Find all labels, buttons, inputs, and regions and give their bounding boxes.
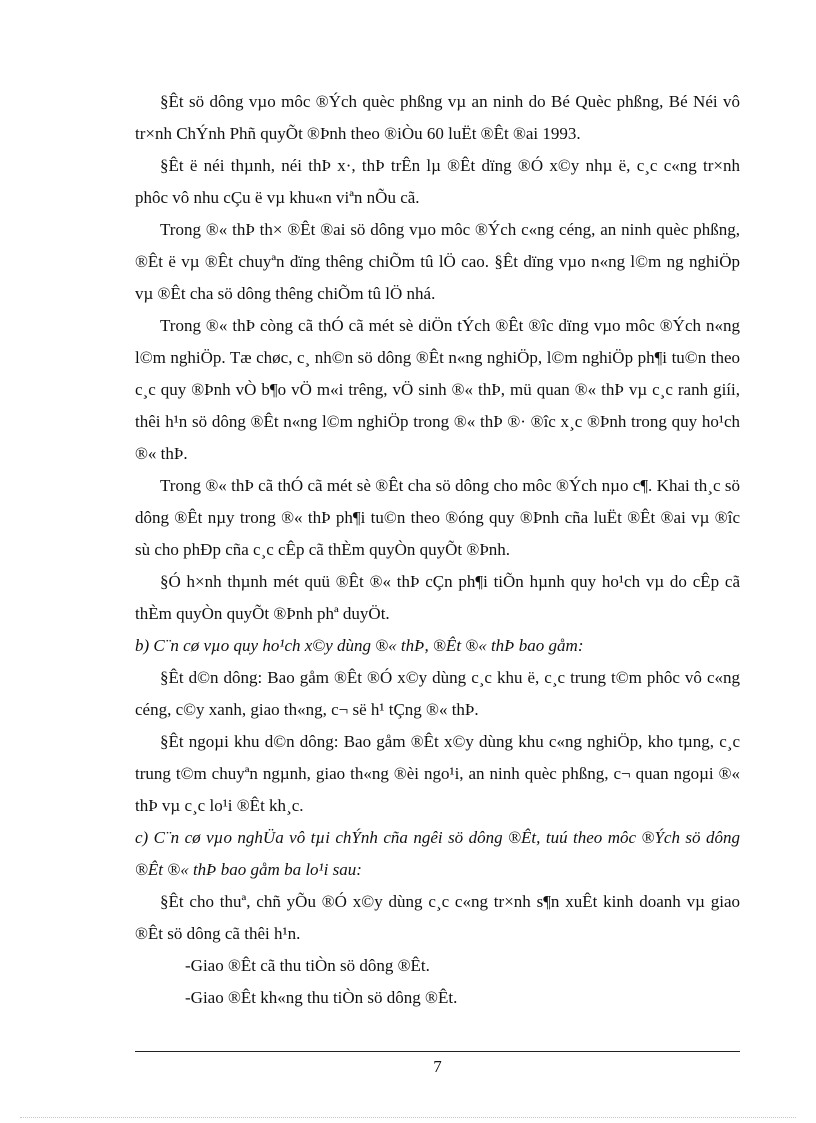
page-number: 7 (433, 1057, 442, 1076)
paragraph-unused-land: Trong ®« thÞ cã thÓ cã mét sè ®Êt cha sö dông cho môc ®Ých nµo c¶. Khai th¸c sö dông ®Êt nµy trong ®« thÞ ph¶i tu©n theo ®óng quy ®Þnh cña luËt ®Êt ®ai vµ ®îc sù cho phÐp cña c¸c cÊp cã thÈm quyÒn quyÕt ®Þnh. (135, 476, 740, 559)
section-heading-b: b) C¨n cø vµo quy ho¹ch x©y dùng ®« thÞ, ®Êt ®« thÞ bao gåm: (135, 636, 584, 655)
paragraph-civil-land: §Êt d©n dông: Bao gåm ®Êt ®Ó x©y dùng c¸c khu ë, c¸c trung t©m phôc vô c«ng céng, c©y xanh, giao th«ng, c¬ së h¹ tÇng ®« thÞ. (135, 668, 740, 719)
paragraph-leased-land: §Êt cho thuª, chñ yÕu ®Ó x©y dùng c¸c c«ng tr×nh s¶n xuÊt kinh doanh vµ giao ®Êt sö dông cã thêi h¹n. (135, 892, 740, 943)
paragraph-non-civil-land: §Êt ngoµi khu d©n dông: Bao gåm ®Êt x©y dùng khu c«ng nghiÖp, kho tµng, c¸c trung t©m chuyªn ngµnh, giao th«ng ®èi ngo¹i, an ninh quèc phßng, c¬ quan ngoµi ®« thÞ vµ c¸c lo¹i ®Êt kh¸c. (135, 732, 740, 815)
paragraph-defense-land: §Êt sö dông vµo môc ®Ých quèc phßng vµ an ninh do Bé Quèc phßng, Bé Néi vô tr×nh ChÝnh Phñ quyÕt ®Þnh theo ®iÒu 60 luËt ®Êt ®ai 1993. (135, 92, 740, 143)
paragraph-agricultural-land: Trong ®« thÞ còng cã thÓ cã mét sè diÖn tÝch ®Êt ®îc dïng vµo môc ®Ých n«ng l©m nghiÖp. Tæ chøc, c¸ nh©n sö dông ®Êt n«ng nghiÖp, l©m nghiÖp ph¶i tu©n theo c¸c quy ®Þnh vÒ b¶o vÖ m«i trêng, vÖ sinh ®« thÞ, mü quan ®« thÞ vµ c¸c ranh giíi, thêi h¹n sö dông ®Êt n«ng l©m nghiÖp trong ®« thÞ ®· ®îc x¸c ®Þnh trong quy ho¹ch ®« thÞ. (135, 316, 740, 463)
list-item-paid-allocation: -Giao ®Êt cã thu tiÒn sö dông ®Êt. (185, 956, 430, 975)
page-bottom-dotted-border (20, 1117, 796, 1118)
section-heading-c: c) C¨n cø vµo nghÜa vô tµi chÝnh cña ngêi sö dông ®Êt, tuú theo môc ®Ých sö dông ®Êt ®« thÞ bao gåm ba lo¹i sau: (135, 828, 740, 879)
document-body (135, 86, 740, 1014)
paragraph-urban-residential-land: §Êt ë néi thµnh, néi thÞ x·, thÞ trÊn lµ ®Êt dïng ®Ó x©y nhµ ë, c¸c c«ng tr×nh phôc vô nhu cÇu ë vµ khu«n viªn nÕu cã. (135, 156, 740, 207)
footer-divider (135, 1051, 740, 1052)
paragraph-land-fund-planning: §Ó h×nh thµnh mét quü ®Êt ®« thÞ cÇn ph¶i tiÕn hµnh quy ho¹ch vµ do cÊp cã thÈm quyÒn quyÕt ®Þnh phª duyÖt. (135, 572, 740, 623)
paragraph-urban-land-usage: Trong ®« thÞ th× ®Êt ®ai sö dông vµo môc ®Ých c«ng céng, an ninh quèc phßng, ®Êt ë vµ ®Êt chuyªn dïng thêng chiÕm tû lÖ cao. §Êt dïng vµo n«ng l©m ng nghiÖp vµ ®Êt cha sö dông thêng chiÕm tû lÖ nhá. (135, 220, 740, 303)
list-item-free-allocation: -Giao ®Êt kh«ng thu tiÒn sö dông ®Êt. (185, 988, 458, 1007)
